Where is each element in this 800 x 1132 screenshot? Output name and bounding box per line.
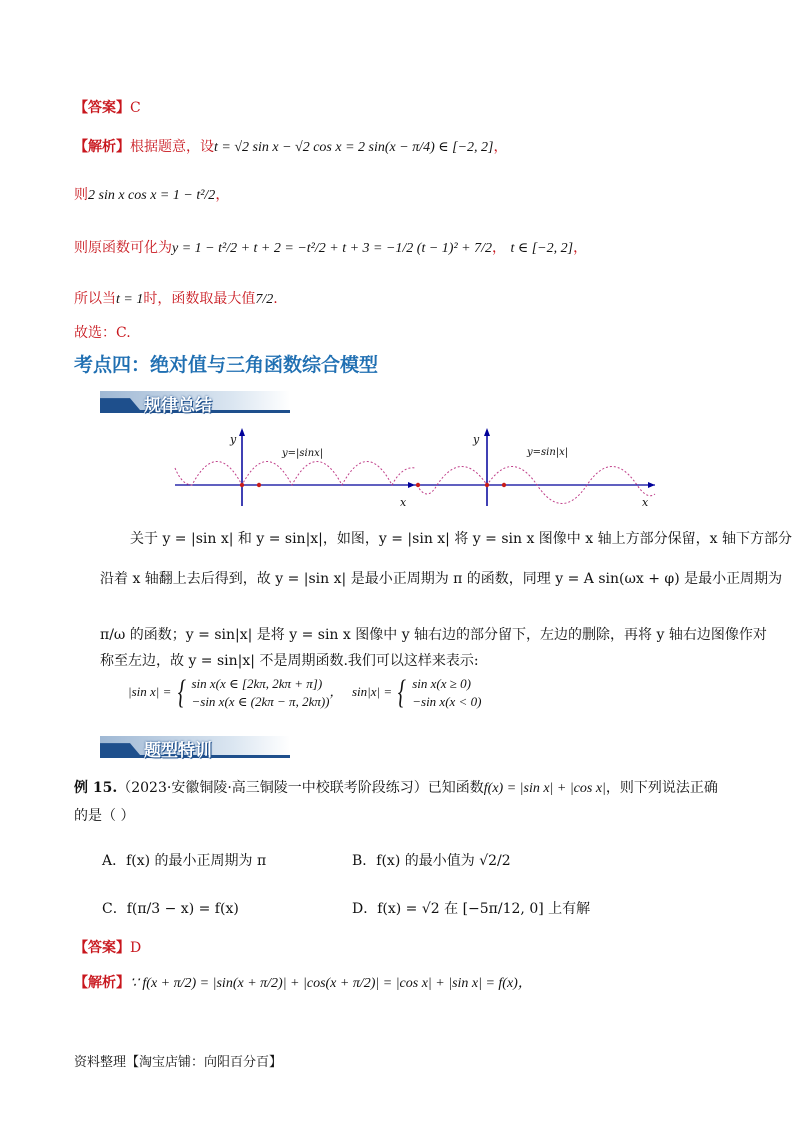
piecewise-1-lhs: |sin x| = — [128, 683, 172, 699]
piecewise-1-brace-icon: { — [177, 674, 186, 711]
analysis-line-4-a: 所以当 — [74, 291, 116, 307]
left-origin-dot — [240, 483, 244, 487]
answer2-value: D — [130, 940, 142, 956]
left-curve — [175, 462, 415, 486]
piecewise-1-a: sin x(x ∈ [2kπ, 2kπ + π]) — [191, 676, 323, 691]
analysis-math-2: 2 sin x cos x = 1 − t²/2 — [88, 188, 216, 203]
summary-line-1: 关于 y = |sin x| 和 y = sin|x|，如图，y = |sin x| 将 y = sin x 图像中 x 轴上方部分保留，x 轴下方部分 — [130, 531, 792, 547]
analysis-line-4: 所以当t = 1时，函数取最大值7/2. — [74, 291, 278, 307]
analysis-line-1: 【解析】根据题意，设t = √2 sin x − √2 cos x = 2 sin(x − π/4) ∈ [−2, 2]， — [74, 139, 508, 155]
example-line-1 — [74, 777, 718, 797]
analysis-tag: 【解析】 — [74, 139, 130, 155]
left-curve-label: y=|sinx| — [282, 448, 324, 459]
analysis-max-value: 7/2 — [255, 292, 274, 307]
analysis-line-3-lead: 则原函数可化为 — [74, 240, 172, 256]
piecewise-1: |sin x| = { sin x(x ∈ [2kπ, 2kπ + π]) −sin x(x ∈ (2kπ − π, 2kπ)) ， — [128, 674, 343, 711]
example-function: f(x) = |sin x| + |cos x| — [483, 781, 606, 796]
answer-tag: 【答案】 — [74, 100, 130, 116]
option-a: A．f(x) 的最小正周期为 π — [102, 853, 267, 869]
right-x-arrow-icon — [648, 482, 655, 488]
banner-practice — [100, 736, 290, 761]
piecewise-2-lhs: sin|x| = — [352, 683, 393, 699]
analysis-math-4: t = 1 — [116, 292, 144, 307]
right-curve-label: y=sin|x| — [527, 447, 569, 458]
analysis-math-1: t = √2 sin x − √2 cos x = 2 sin(x − π/4) ∈ [−2, 2] — [214, 140, 494, 155]
analysis-line-3: 则原函数可化为y = 1 − t²/2 + t + 2 = −t²/2 + t + 3 = −1/2 (t − 1)² + 7/2， t ∈ [−2, 2]， — [74, 240, 588, 256]
analysis-line-2-lead: 则 — [74, 187, 88, 203]
analysis2-math: ∵ f(x + π/2) = |sin(x + π/2)| + |cos(x + π/2)| = |cos x| + |sin x| = f(x)， — [130, 976, 532, 991]
summary-line-4: 称至左边，故 y = sin|x| 不是周期函数.我们可以这样来表示: — [100, 653, 479, 669]
trig-graph — [170, 428, 660, 510]
option-d: D．f(x) = √2 在 [−5π/12, 0] 上有解 — [352, 901, 591, 917]
right-x-label: x — [642, 496, 649, 509]
piecewise-2-brace-icon: { — [398, 674, 407, 711]
right-y-arrow-icon — [484, 428, 490, 436]
analysis-line-2: 则2 sin x cos x = 1 − t²/2， — [74, 187, 230, 203]
example-tail: ，则下列说法正确 — [605, 780, 718, 796]
analysis2-line — [74, 972, 532, 992]
banner-summary-label: 规律总结 — [144, 396, 212, 416]
summary-line-3: π/ω 的函数；y = sin|x| 是将 y = sin x 图像中 y 轴右边的部分留下，左边的删除，再将 y 轴右边图像作对 — [100, 627, 767, 643]
answer-value: C — [130, 100, 141, 116]
right-left-dot — [416, 483, 420, 487]
left-x-label: x — [400, 496, 407, 509]
left-y-arrow-icon — [239, 428, 245, 436]
piecewise-2-a: sin x(x ≥ 0) — [412, 676, 471, 691]
analysis-select: 故选：C. — [74, 325, 131, 341]
analysis-lead: 根据题意，设 — [130, 139, 214, 155]
banner-summary — [100, 391, 290, 416]
left-y-label: y — [230, 433, 237, 446]
banner-practice-label: 题型特训 — [144, 741, 212, 761]
summary-line-2: 沿着 x 轴翻上去后得到，故 y = |sin x| 是最小正周期为 π 的函数，同理 y = A sin(ωx + φ) 是最小正周期为 — [100, 571, 783, 587]
left-x-arrow-icon — [408, 482, 415, 488]
example-source: （2023·安徽铜陵·高三铜陵一中校联考阶段练习）已知函数 — [117, 780, 484, 796]
piecewise-2-b: −sin x(x < 0) — [412, 694, 482, 709]
analysis-range-3: t ∈ [−2, 2] — [510, 241, 574, 256]
analysis-line-4-b: 时，函数取最大值 — [143, 291, 256, 307]
section-title: 考点四：绝对值与三角函数综合模型 — [74, 354, 379, 376]
footer-text: 资料整理【淘宝店铺：向阳百分百】 — [74, 1055, 283, 1070]
analysis-math-3: y = 1 − t²/2 + t + 2 = −t²/2 + t + 3 = −1/2 (t − 1)² + 7/2 — [172, 241, 493, 256]
option-c: C．f(π/3 − x) = f(x) — [102, 901, 239, 917]
answer2-line — [74, 937, 141, 957]
answer-line — [74, 97, 141, 117]
example-line-2: 的是（ ） — [74, 808, 135, 824]
answer2-tag: 【答案】 — [74, 940, 130, 956]
analysis2-tag: 【解析】 — [74, 975, 130, 991]
option-b: B．f(x) 的最小值为 √2/2 — [352, 853, 511, 869]
right-point-dot — [502, 483, 506, 487]
example-label: 例 15. — [74, 780, 118, 796]
piecewise-2 — [352, 675, 481, 711]
piecewise-1-b: −sin x(x ∈ (2kπ − π, 2kπ)) — [191, 694, 330, 709]
right-y-label: y — [473, 433, 480, 446]
right-origin-dot — [485, 483, 489, 487]
left-point-dot — [257, 483, 261, 487]
